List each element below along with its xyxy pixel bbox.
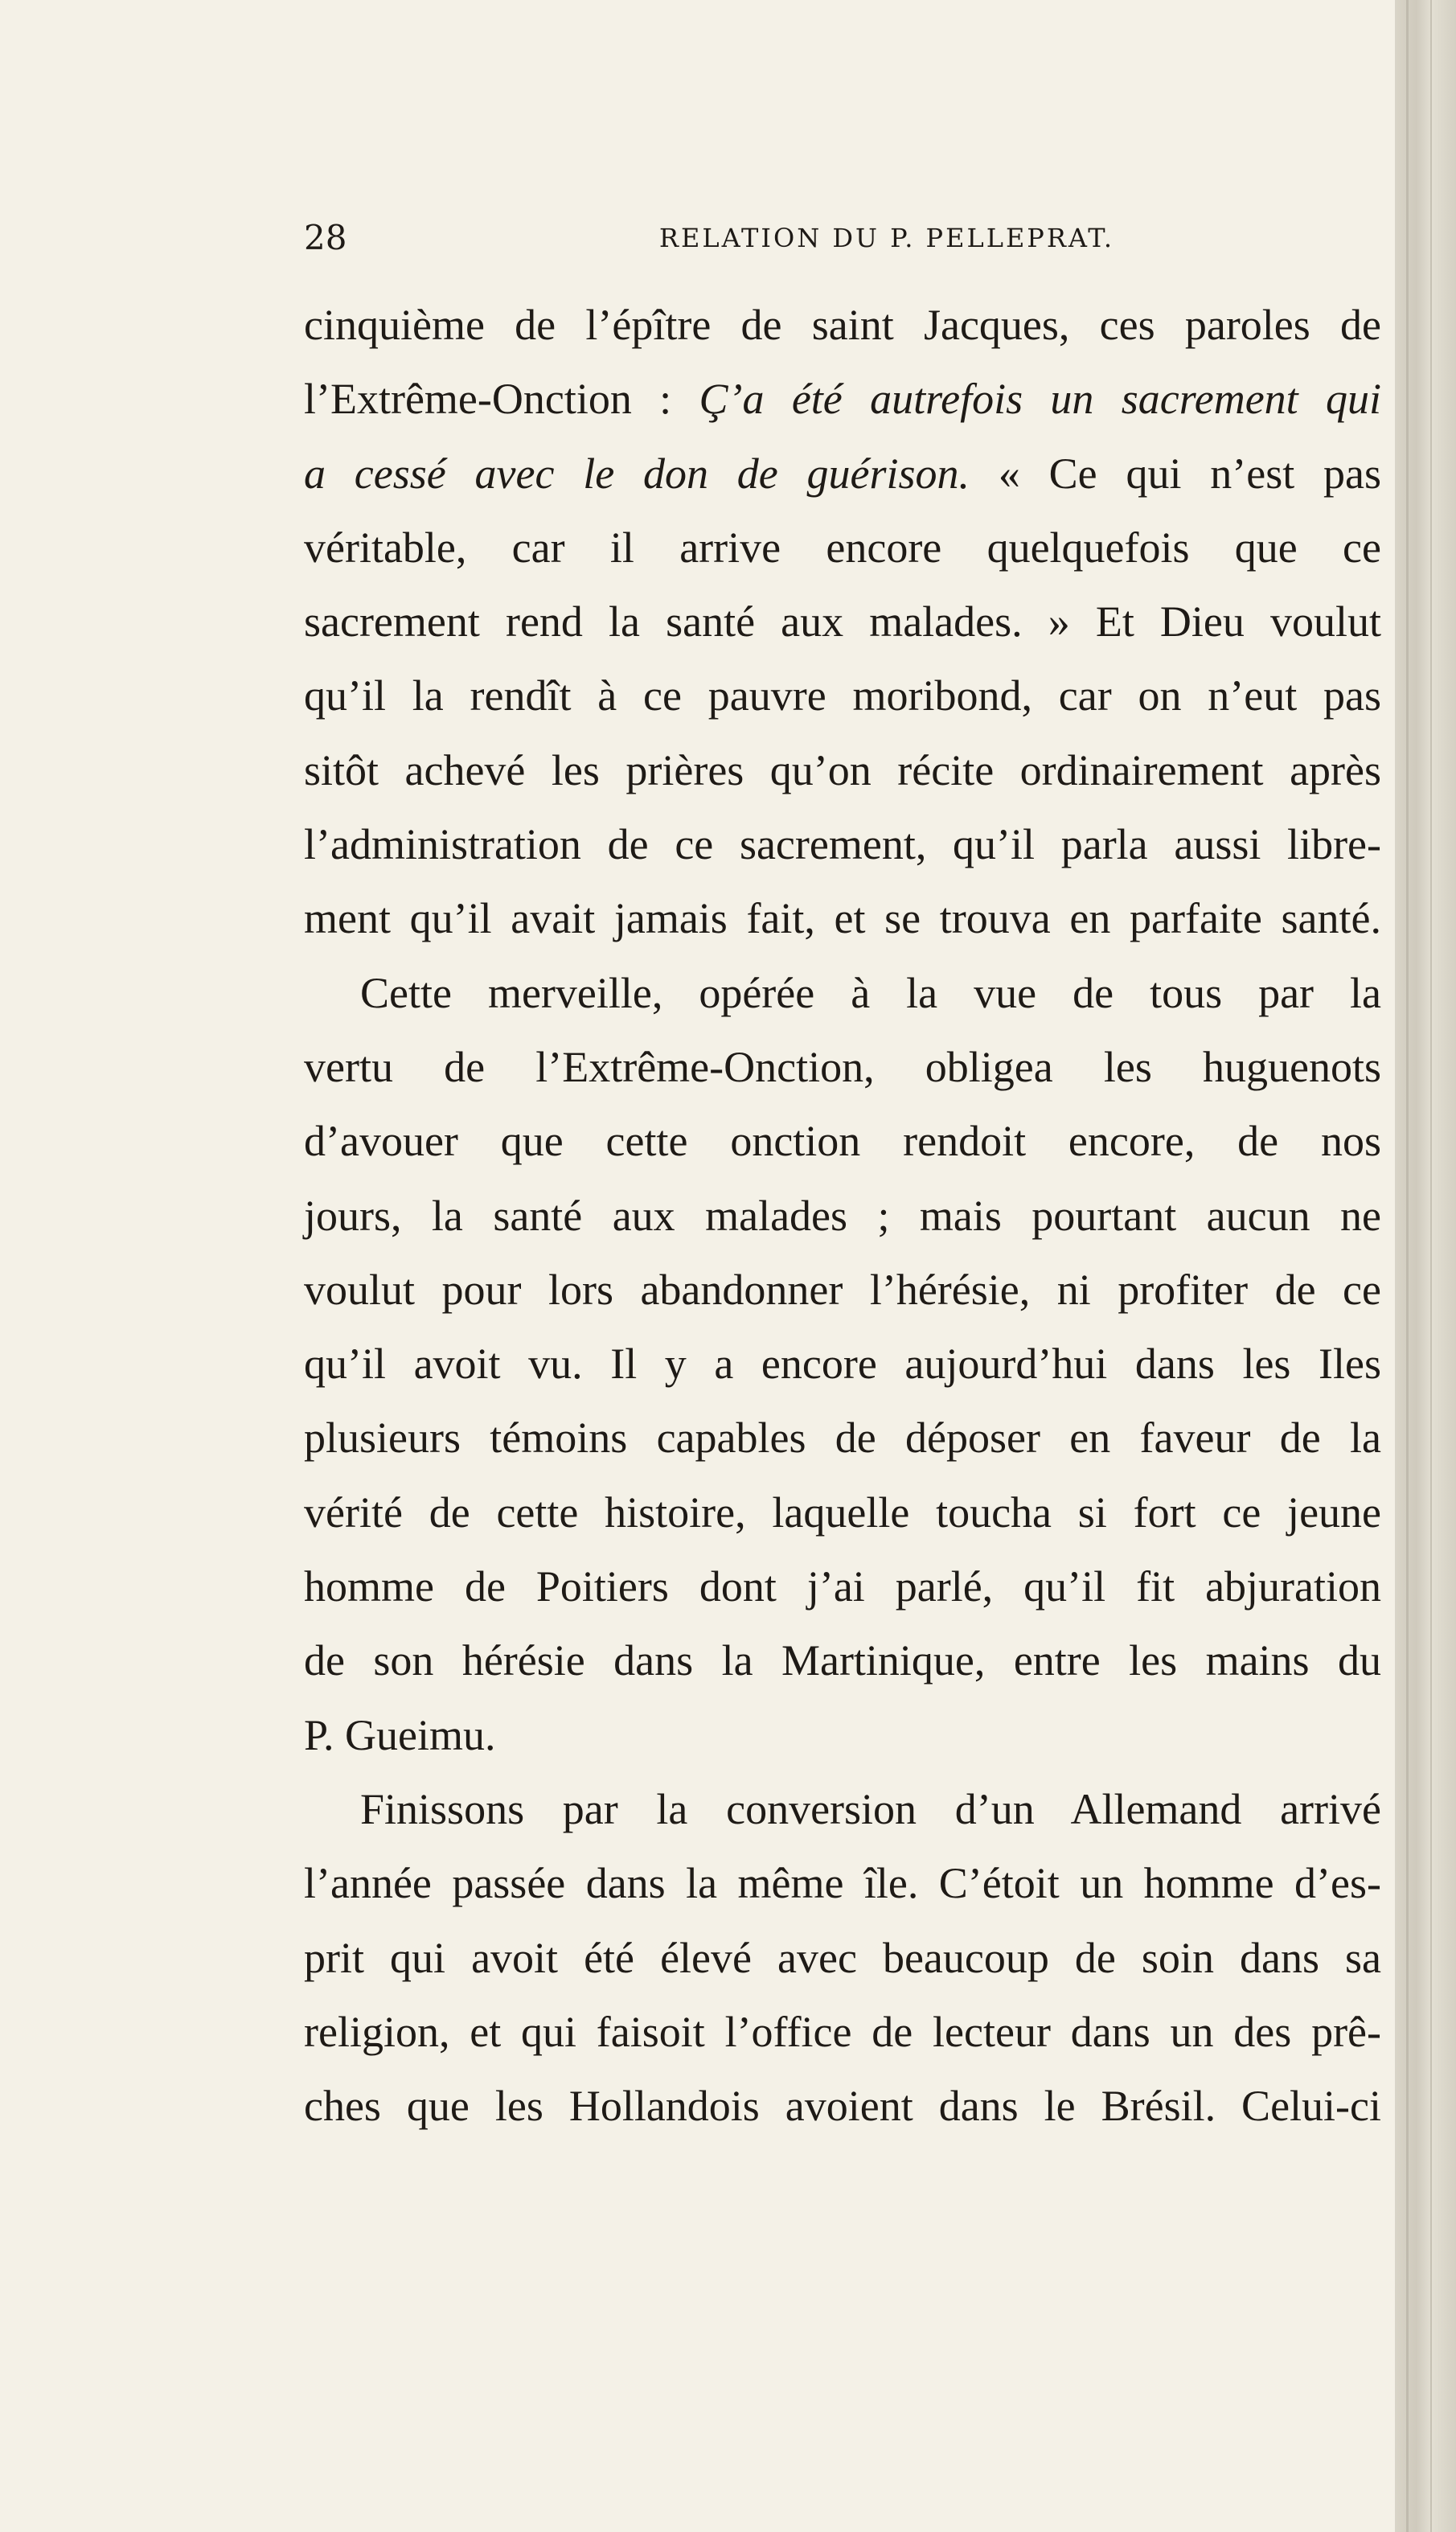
- text-line: ment qu’il avait jamais fait, et se trouva en parfaite santé.: [304, 894, 1381, 943]
- running-title: RELATION DU P. PELLEPRAT.: [658, 223, 1115, 253]
- italic-quote: Ç’a été autrefois un sacrement qui: [699, 375, 1381, 424]
- text-line: plusieurs témoins capables de déposer en faveur de la: [304, 1414, 1381, 1463]
- running-head: [304, 214, 1381, 262]
- text-line: sitôt achevé les prières qu’on récite ordinairement après: [304, 745, 1381, 794]
- text-line: l’année passée dans la même île. C’étoit un homme d’es-: [304, 1859, 1381, 1908]
- italic-quote: a cessé avec le don de guérison.: [304, 449, 970, 498]
- text-line: d’avouer que cette onction rendoit encore, de nos: [304, 1117, 1381, 1166]
- text-line: cinquième de l’épître de saint Jacques, ces paroles de: [304, 301, 1381, 349]
- paragraph-start-line: Finissons par la conversion d’un Allemand arrivé: [360, 1784, 1381, 1833]
- text-line: prit qui avoit été élevé avec beaucoup de soin dans sa: [304, 1933, 1381, 1982]
- text-line: jours, la santé aux malades ; mais pourtant aucun ne: [304, 1191, 1381, 1240]
- text-line: l’Extrême-Onction : Ç’a été autrefois un sacrement qui: [304, 375, 1381, 424]
- body-text: [304, 288, 1381, 2143]
- page-edge: [1395, 0, 1456, 2532]
- text-line: sacrement rend la santé aux malades. » Et Dieu voulut: [304, 597, 1381, 646]
- text-line: qu’il la rendît à ce pauvre moribond, car on n’eut pas: [304, 671, 1381, 720]
- text-line: l’administration de ce sacrement, qu’il parla aussi libre-: [304, 820, 1381, 869]
- page-number: 28: [304, 218, 347, 257]
- paragraph-end-line: P. Gueimu.: [304, 1710, 496, 1759]
- text-line: de son hérésie dans la Martinique, entre les mains du: [304, 1636, 1381, 1685]
- text-line: ches que les Hollandois avoient dans le Brésil. Celui-ci: [304, 2082, 1381, 2131]
- paragraph-start-line: Cette merveille, opérée à la vue de tous par la: [360, 968, 1381, 1017]
- text-line: a cessé avec le don de guérison. « Ce qui n’est pas: [304, 449, 1381, 498]
- text-line: homme de Poitiers dont j’ai parlé, qu’il fit abjuration: [304, 1562, 1381, 1611]
- text-line: qu’il avoit vu. Il y a encore aujourd’hui dans les Iles: [304, 1340, 1381, 1389]
- text-line: religion, et qui faisoit l’office de lecteur dans un des prê-: [304, 2007, 1381, 2056]
- text-line: vertu de l’Extrême-Onction, obligea les huguenots: [304, 1042, 1381, 1091]
- text-line: véritable, car il arrive encore quelquefois que ce: [304, 523, 1381, 572]
- text-line: vérité de cette histoire, laquelle toucha si fort ce jeune: [304, 1488, 1381, 1537]
- text-line: voulut pour lors abandonner l’hérésie, ni profiter de ce: [304, 1265, 1381, 1314]
